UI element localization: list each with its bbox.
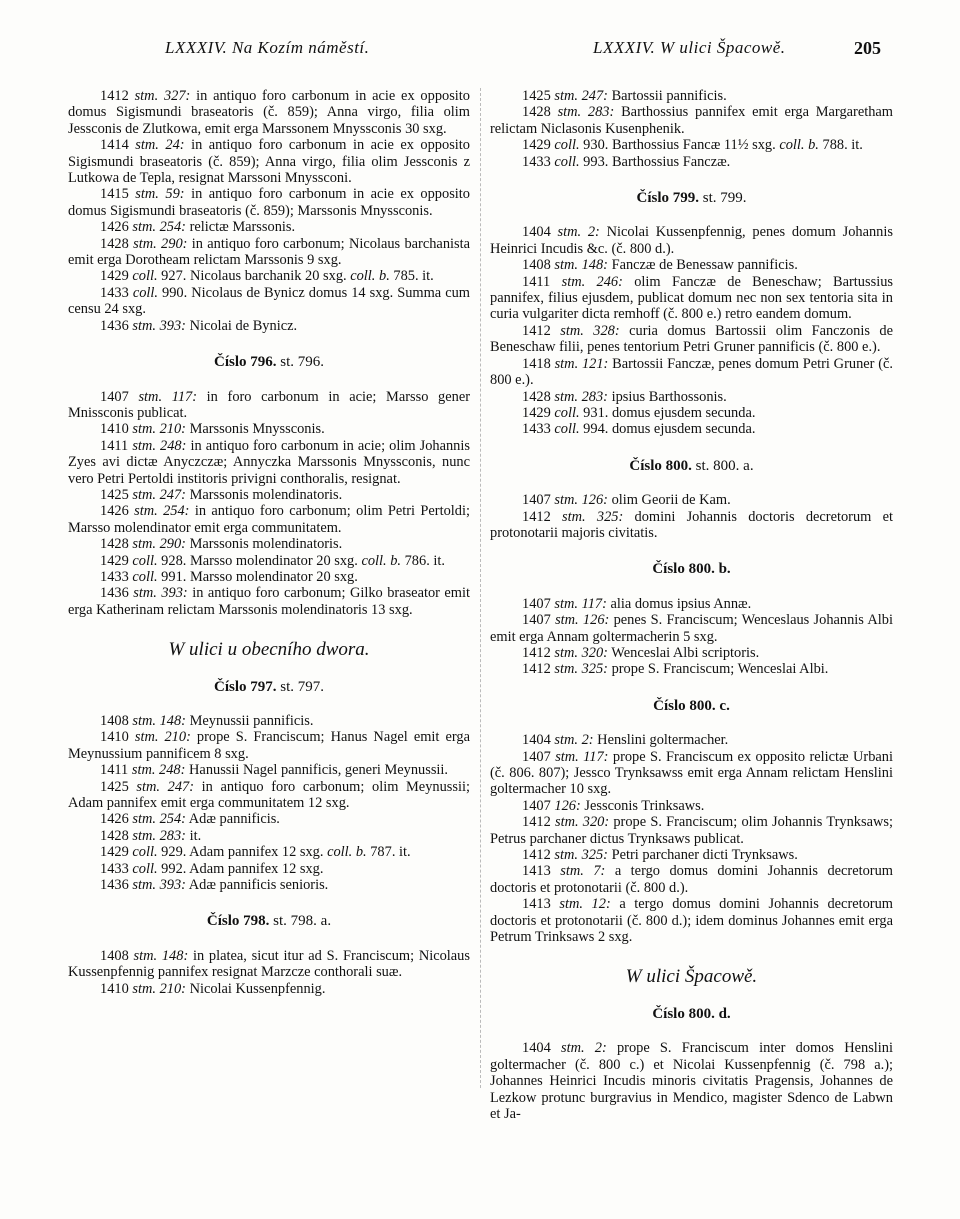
source-reference: coll.: [132, 860, 158, 877]
record-entry: [490, 749, 893, 798]
entry-text: 1429: [100, 552, 133, 569]
record-entry: [490, 863, 893, 896]
source-reference: stm. 320:: [554, 814, 610, 831]
record-entry: [68, 553, 470, 569]
entry-text: 1412: [522, 814, 555, 831]
entry-text: in antiquo foro carbonum; Nicolaus barchanista emit erga Dorotheam relictam Marssonis 9 sxg.: [68, 235, 470, 269]
heading-title: Číslo 798.: [206, 913, 270, 930]
source-reference: coll. b.: [327, 844, 367, 861]
record-entry: [68, 981, 470, 997]
entry-text: in antiquo foro carbonum; olim Meynussii; Adam pannifex emit erga communitatem 12 sxg.: [68, 778, 470, 812]
street-heading: W ulici u obecního dwora.: [168, 639, 370, 661]
record-entry: [490, 421, 893, 437]
record-entry: [68, 438, 470, 487]
source-reference: stm. 246:: [561, 273, 623, 290]
entry-text: 928. Marsso molendinator 20 sxg.: [157, 552, 362, 569]
source-reference: stm. 248:: [131, 762, 186, 779]
entry-text: 1407: [522, 797, 555, 814]
entry-text: 1412: [522, 322, 561, 339]
entry-text: curia domus Bartossii olim Fanczonis de Beneschaw filii, penes tentorium Petri Gruner pannificis (č. 800 e.).: [490, 322, 893, 356]
record-entry: [68, 285, 470, 318]
heading-title: Číslo 800. d.: [652, 1005, 731, 1022]
entry-text: 1408: [522, 257, 555, 274]
entry-text: a tergo domus domini Johannis decretorum doctoris et protonotarii (č. 800 d.); idem dominus Johannes emit erga Petrum Trinksaws 2 sxg.: [490, 896, 893, 946]
right-column: [490, 88, 893, 1122]
heading-old-number: st. 800. a.: [695, 457, 754, 474]
entry-text: 1433: [100, 860, 133, 877]
entry-text: 1410: [100, 729, 135, 746]
entry-text: Nicolai de Bynicz.: [185, 317, 298, 334]
heading-title: Číslo 797.: [213, 678, 277, 695]
entry-text: penes S. Franciscum; Wenceslaus Johannis Albi emit erga Annam goltermacherin 5 sxg.: [490, 612, 893, 645]
record-entry: [68, 569, 470, 585]
entry-text: Hanussii Nagel pannificis, generi Meynussii.: [185, 762, 449, 779]
source-reference: stm. 393:: [132, 317, 186, 334]
entry-text: 1426: [100, 219, 133, 236]
entry-text: 787. it.: [366, 844, 411, 861]
source-reference: stm. 2:: [560, 1040, 607, 1057]
record-entry: [490, 509, 893, 542]
heading-old-number: st. 796.: [280, 354, 325, 371]
entry-text: Petri parchaner dicti Trynksaws.: [607, 847, 798, 864]
entry-text: 1429: [100, 268, 133, 285]
entry-text: 1436: [100, 317, 133, 334]
record-entry: [490, 389, 893, 405]
entry-text: Marssonis molendinatoris.: [185, 536, 343, 553]
right-running-title: LXXXIV. W ulici Špacowě.: [593, 38, 786, 57]
heading-old-number: st. 798. a.: [273, 913, 332, 930]
source-reference: stm. 254:: [132, 811, 186, 828]
record-entry: [490, 224, 893, 257]
left-running-title: LXXXIV. Na Kozím náměstí.: [165, 38, 370, 57]
record-entry: [68, 137, 470, 186]
source-reference: stm. 254:: [134, 503, 190, 520]
entry-text: 1418: [522, 355, 555, 372]
entry-text: Barthossius pannifex emit erga Margaretham relictam Niclasonis Kusenphenik.: [490, 104, 893, 137]
entry-text: Henslini goltermacher.: [593, 732, 729, 749]
record-entry: [490, 847, 893, 863]
entry-text: 991. Marsso molendinator 20 sxg.: [157, 568, 358, 585]
source-reference: stm. 2:: [557, 224, 600, 241]
record-entry: [68, 713, 470, 729]
entry-text: Bartossii Fanczæ, penes domum Petri Gruner (č. 800 e.).: [490, 355, 894, 389]
entry-text: 1408: [100, 947, 134, 964]
record-entry: [68, 861, 470, 877]
record-entry: [490, 798, 893, 814]
source-reference: stm. 247:: [554, 88, 608, 104]
entry-text: 993. Barthossius Fanczæ.: [579, 153, 731, 170]
entry-text: 990. Nicolaus de Bynicz domus 14 sxg. Summa cum censu 24 sxg.: [68, 284, 470, 318]
entry-text: 1429: [522, 404, 555, 421]
record-entry: [490, 257, 893, 273]
entry-text: Adæ pannificis.: [185, 811, 280, 828]
source-reference: stm. 148:: [132, 713, 186, 729]
house-number-heading: [490, 1006, 893, 1022]
left-column: [68, 88, 470, 997]
source-reference: stm. 290:: [132, 536, 186, 553]
source-reference: stm. 210:: [132, 421, 186, 438]
entry-text: 1407: [522, 612, 556, 629]
entry-text: 1428: [522, 104, 558, 121]
entry-text: prope S. Franciscum; Hanus Nagel emit erga Meynussium pannificem 8 sxg.: [68, 729, 470, 762]
entry-text: domini Johannis doctoris decretorum et protonotarii majoris civitatis.: [490, 508, 893, 541]
entry-text: 1429: [522, 137, 555, 154]
entry-text: 1411: [100, 437, 133, 454]
entry-text: 1412: [100, 88, 135, 104]
record-entry: [490, 612, 893, 645]
entry-text: Jessconis Trinksaws.: [580, 797, 705, 814]
entry-text: 1413: [522, 896, 560, 913]
heading-old-number: st. 799.: [702, 190, 747, 207]
source-reference: stm. 247:: [136, 778, 194, 795]
record-entry: [68, 536, 470, 552]
source-reference: stm. 7:: [560, 863, 606, 880]
entry-text: Wenceslai Albi scriptoris.: [607, 644, 760, 661]
record-entry: [490, 405, 893, 421]
entry-text: prope S. Franciscum inter domos Henslini goltermacher (č. 800 c.) et Nicolai Kussenpfennig (č. 798 a.); Johannes Heinrici Incudis minoris civitatis Pragensis, Johannes de Lezkow protunc burgravius in Mendico, magister Sdenco de Labwn et Ja-: [490, 1040, 893, 1122]
entry-text: olim Georii de Kam.: [607, 492, 731, 509]
entry-text: 1433: [522, 153, 555, 170]
source-reference: stm. 24:: [135, 137, 185, 154]
heading-title: Číslo 796.: [213, 354, 277, 371]
heading-old-number: st. 797.: [280, 678, 325, 695]
source-reference: stm. 126:: [555, 612, 610, 629]
source-reference: stm. 117:: [138, 388, 198, 405]
entry-text: alia domus ipsius Annæ.: [606, 595, 752, 612]
heading-title: Číslo 800. c.: [653, 697, 730, 714]
entry-text: in antiquo foro carbonum; olim Petri Pertoldi; Marsso molendinator emit erga communitatem.: [68, 503, 470, 536]
source-reference: stm. 121:: [554, 355, 609, 372]
source-reference: stm. 117:: [554, 595, 607, 612]
record-entry: [490, 896, 893, 945]
entry-text: 1414: [100, 137, 136, 154]
record-entry: [68, 88, 470, 137]
entry-text: 1410: [100, 421, 133, 438]
house-number-heading: [68, 913, 470, 929]
source-reference: coll.: [132, 552, 158, 569]
record-entry: [68, 844, 470, 860]
record-entry: [490, 732, 893, 748]
source-reference: stm. 320:: [554, 644, 608, 661]
entry-text: in antiquo foro carbonum in acie ex opposito domus Sigismundi braseatoris (č. 859); Anna virgo, filia olim Jessconis de Zlutkowa, emit erga Marssonem Mnyssconis 30 sxg.: [68, 88, 470, 137]
source-reference: stm. 148:: [554, 257, 608, 274]
entry-text: prope S. Franciscum; Wenceslai Albi.: [607, 661, 829, 678]
record-entry: [68, 268, 470, 284]
entry-text: 1428: [100, 536, 133, 553]
entry-text: 1428: [100, 827, 133, 844]
entry-text: prope S. Franciscum; olim Johannis Trynksaws; Petrus parchaner dictus Trynksaws publicat.: [490, 814, 893, 847]
source-reference: stm. 325:: [554, 847, 608, 864]
entry-text: 1412: [522, 508, 563, 525]
record-entry: [490, 596, 893, 612]
record-entry: [68, 762, 470, 778]
record-entry: [68, 779, 470, 812]
entry-text: Meynussii pannificis.: [185, 713, 314, 729]
house-number-heading: [490, 458, 893, 474]
house-number-heading: [490, 698, 893, 714]
record-entry: [490, 492, 893, 508]
source-reference: 126:: [554, 797, 581, 814]
entry-text: 1412: [522, 644, 555, 661]
source-reference: coll.: [132, 268, 158, 285]
entry-text: 1412: [522, 847, 555, 864]
entry-text: 1404: [522, 224, 558, 241]
entry-text: Nicolai Kussenpfennig, penes domum Johannis Heinrici Incudis &c. (č. 800 d.).: [490, 224, 893, 257]
record-entry: [68, 811, 470, 827]
source-reference: stm. 283:: [557, 104, 615, 121]
source-reference: coll.: [132, 844, 158, 861]
entry-text: 992. Adam pannifex 12 sxg.: [157, 860, 324, 877]
entry-text: 994. domus ejusdem secunda.: [579, 421, 756, 438]
source-reference: coll.: [132, 568, 158, 585]
source-reference: stm. 247:: [132, 486, 186, 503]
record-entry: [490, 104, 893, 137]
entry-text: in antiquo foro carbonum in acie ex opposito domus Sigismundi braseatoris (č. 859); Marssonis Mnyssconis.: [68, 186, 470, 219]
source-reference: stm. 290:: [133, 235, 188, 252]
source-reference: stm. 210:: [134, 729, 191, 746]
entry-text: in antiquo foro carbonum in acie ex opposito Sigismundi braseatoris (č. 859); Anna virgo, filia olim Jessconis z Lutkowa de Tepla, resignat Marssoni Mnyssconi.: [68, 137, 470, 187]
source-reference: stm. 393:: [133, 585, 188, 602]
source-reference: coll. b.: [779, 137, 819, 154]
entry-text: 1433: [100, 568, 133, 585]
source-reference: stm. 325:: [562, 508, 624, 525]
entry-text: 1425: [100, 486, 133, 503]
column-divider: [480, 88, 481, 1088]
entry-text: it.: [185, 827, 202, 844]
entry-text: 1408: [100, 713, 133, 729]
heading-title: Číslo 799.: [636, 190, 699, 207]
entry-text: 1407: [522, 492, 555, 509]
entry-text: 1426: [100, 503, 135, 520]
entry-text: 1411: [522, 273, 562, 290]
entry-text: 1425: [100, 778, 137, 795]
source-reference: stm. 12:: [559, 896, 611, 913]
entry-text: 1407: [100, 388, 139, 405]
house-number-heading: [490, 190, 893, 206]
heading-title: Číslo 800.: [629, 457, 692, 474]
entry-text: in antiquo foro carbonum in acie; olim Johannis Zyes avi dictæ Anyczczæ; Annyczka Marssonis Mnyssconis, nunc vero Petri Pertoldi institoris privigni conthoralis, resignat.: [68, 437, 470, 487]
record-entry: [68, 389, 470, 422]
entry-text: 1411: [100, 762, 132, 779]
entry-text: 1404: [522, 1040, 561, 1057]
entry-text: 1407: [522, 748, 556, 765]
entry-text: 930. Barthossius Fancæ 11½ sxg.: [579, 137, 780, 154]
source-reference: coll.: [132, 284, 158, 301]
entry-text: 1426: [100, 811, 133, 828]
record-entry: [490, 137, 893, 153]
source-reference: coll.: [554, 137, 580, 154]
source-reference: stm. 248:: [132, 437, 187, 454]
source-reference: stm. 283:: [554, 388, 608, 405]
house-number-heading: [68, 679, 470, 695]
record-entry: [68, 503, 470, 536]
entry-text: 1407: [522, 595, 555, 612]
record-entry: [490, 323, 893, 356]
entry-text: Fanczæ de Benessaw pannificis.: [607, 257, 798, 274]
source-reference: stm. 254:: [132, 219, 186, 236]
record-entry: [68, 585, 470, 618]
record-entry: [68, 236, 470, 269]
entry-text: 785. it.: [389, 268, 434, 285]
entry-text: 1436: [100, 877, 133, 894]
entry-text: a tergo domus domini Johannis decretorum doctoris et protonotarii (č. 800 d.).: [490, 863, 893, 896]
record-entry: [68, 828, 470, 844]
entry-text: in platea, sicut itur ad S. Franciscum; Nicolaus Kussenpfennig pannifex resignat Marzcze conthorali suæ.: [68, 947, 470, 981]
entry-text: 1429: [100, 844, 133, 861]
record-entry: [490, 645, 893, 661]
record-entry: [490, 356, 893, 389]
entry-text: Marssonis Mnyssconis.: [185, 421, 325, 438]
entry-text: 1433: [522, 421, 555, 438]
entry-text: Bartossii pannificis.: [607, 88, 727, 104]
entry-text: 1415: [100, 186, 136, 203]
record-entry: [68, 487, 470, 503]
record-entry: [68, 186, 470, 219]
source-reference: stm. 283:: [132, 827, 186, 844]
entry-text: 1404: [522, 732, 555, 749]
record-entry: [490, 88, 893, 104]
entry-text: 1436: [100, 585, 134, 602]
entry-text: 1412: [522, 661, 555, 678]
source-reference: stm. 2:: [554, 732, 594, 749]
source-reference: stm. 393:: [132, 877, 186, 894]
source-reference: stm. 328:: [560, 322, 620, 339]
source-reference: coll.: [554, 153, 580, 170]
source-reference: stm. 126:: [554, 492, 608, 509]
record-entry: [68, 421, 470, 437]
record-entry: [490, 814, 893, 847]
source-reference: stm. 210:: [132, 980, 186, 997]
record-entry: [490, 1040, 893, 1122]
source-reference: coll. b.: [350, 268, 390, 285]
source-reference: coll. b.: [361, 552, 402, 569]
entry-text: Adæ pannificis senioris.: [185, 877, 329, 894]
house-number-heading: [68, 354, 470, 370]
source-reference: coll.: [554, 421, 580, 438]
record-entry: [68, 318, 470, 334]
entry-text: 1428: [522, 388, 555, 405]
record-entry: [68, 948, 470, 981]
entry-text: Nicolai Kussenpfennig.: [185, 980, 326, 997]
entry-text: 927. Nicolaus barchanik 20 sxg.: [157, 268, 351, 285]
entry-text: 1413: [522, 863, 561, 880]
entry-text: olim Fanczæ de Beneschaw; Bartussius pannifex, filius ejusdem, publicat domum nec non sex tentoria sita in curia vulgariter dicta remhoff (č. 800 e.) retro eandem domum.: [490, 273, 893, 323]
heading-title: Číslo 800. b.: [652, 561, 731, 578]
record-entry: [490, 154, 893, 170]
record-entry: [68, 877, 470, 893]
record-entry: [490, 274, 893, 323]
entry-text: 788. it.: [818, 137, 863, 154]
source-reference: coll.: [554, 404, 580, 421]
entry-text: in foro carbonum in acie; Marsso gener Mnissconis publicat.: [68, 388, 471, 421]
entry-text: relictæ Marssonis.: [185, 219, 296, 236]
entry-text: 1410: [100, 980, 133, 997]
entry-text: in antiquo foro carbonum; Gilko braseator emit erga Katherinam relictam Marssonis molendinatoris 13 sxg.: [68, 585, 470, 618]
house-number-heading: [490, 561, 893, 577]
entry-text: 786. it.: [401, 552, 445, 569]
entry-text: 929. Adam pannifex 12 sxg.: [157, 844, 328, 861]
record-entry: [68, 219, 470, 235]
source-reference: stm. 148:: [133, 947, 189, 964]
page-number: 205: [854, 38, 881, 58]
entry-text: 1425: [522, 88, 555, 104]
entry-text: prope S. Franciscum ex opposito relictæ Urbani (č. 806. 807); Jessco Trynksawss emit erga Annam relictam Henslini goltermacher 10 sxg.: [490, 748, 894, 798]
source-reference: stm. 327:: [134, 88, 191, 104]
entry-text: Marssonis molendinatoris.: [185, 486, 343, 503]
entry-text: ipsius Barthossonis.: [607, 388, 727, 405]
record-entry: [490, 661, 893, 677]
entry-text: 1428: [100, 235, 134, 252]
record-entry: [68, 729, 470, 762]
entry-text: 931. domus ejusdem secunda.: [579, 404, 756, 421]
source-reference: stm. 59:: [135, 186, 185, 203]
source-reference: stm. 117:: [555, 748, 609, 765]
street-heading: W ulici Špacowě.: [625, 966, 758, 988]
source-reference: stm. 325:: [554, 661, 608, 678]
entry-text: 1433: [100, 284, 133, 301]
running-header: [0, 38, 960, 64]
